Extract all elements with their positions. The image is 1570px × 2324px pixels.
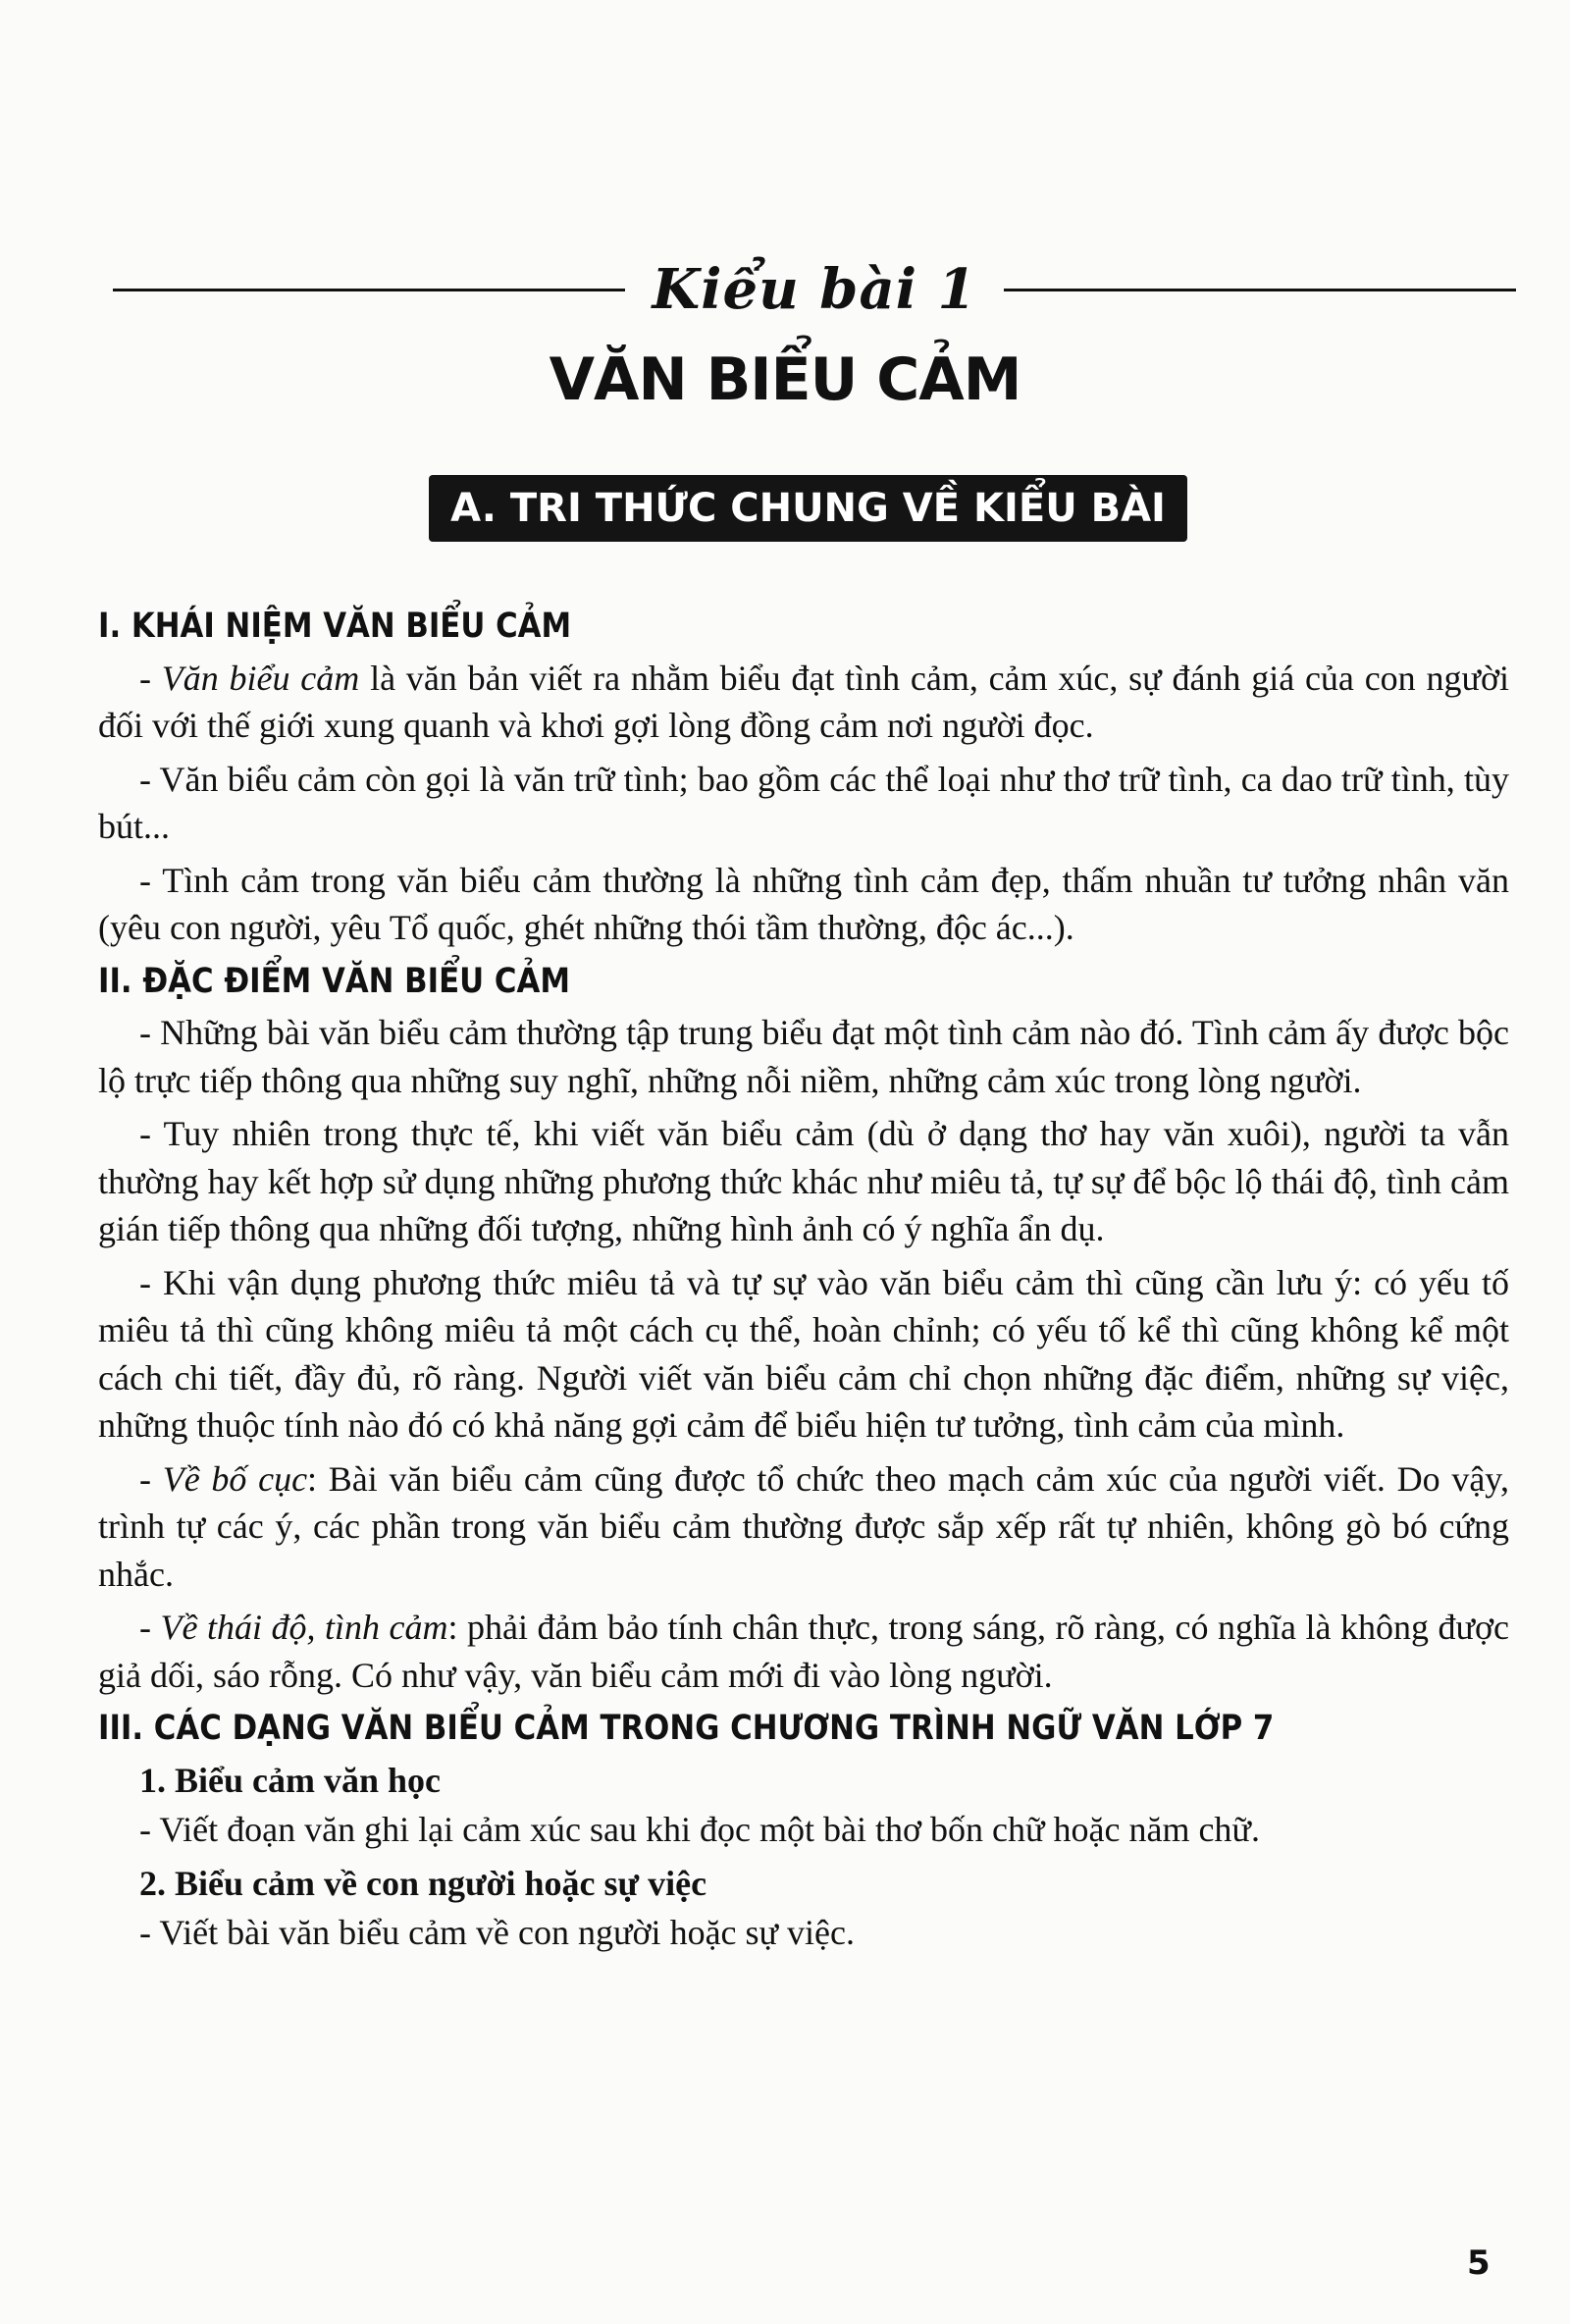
section-heading-types: III. CÁC DẠNG VĂN BIỂU CẢM TRONG CHƯƠNG TRÌNH NGỮ VĂN LỚP 7 <box>98 1709 1275 1748</box>
section-banner: A. TRI THỨC CHUNG VỀ KIỂU BÀI <box>429 475 1187 542</box>
page-title: VĂN BIỂU CẢM <box>549 345 1021 414</box>
lesson-header <box>113 250 1516 329</box>
paragraph: - Viết bài văn biểu cảm về con người hoặc sự việc. <box>139 1913 855 1952</box>
dash: - <box>139 1458 163 1499</box>
section-heading-concept: I. KHÁI NIỆM VĂN BIỂU CẢM <box>98 607 572 646</box>
paragraph <box>98 1604 1509 1699</box>
header-rule-right <box>1004 289 1516 291</box>
term: Về bố cục <box>162 1458 308 1499</box>
paragraph: - Tuy nhiên trong thực tế, khi viết văn biểu cảm (dù ở dạng thơ hay văn xuôi), người ta vẫn thường hay kết hợp sử dụng những phương thức khác như miêu tả, tự sự để bộc lộ thái độ, tình cảm gián tiếp thông qua những đối tượng, những hình ảnh có ý nghĩa ẩn dụ. <box>98 1114 1509 1248</box>
paragraph: - Khi vận dụng phương thức miêu tả và tự sự vào văn biểu cảm thì cũng cần lưu ý: có yếu tố miêu tả thì cũng không miêu tả một cách cụ thể, hoàn chỉnh; có yếu tố kể thì cũng không kể một cách chi tiết, đầy đủ, rõ ràng. Người viết văn biểu cảm chỉ chọn những đặc điểm, những sự việc, những thuộc tính nào đó có khả năng gợi cảm để biểu hiện tư tưởng, tình cảm của mình. <box>98 1262 1509 1445</box>
paragraph-text: : phải đảm bảo tính chân thực, trong sáng, rõ ràng, có nghĩa là không được giả dối, sáo rỗng. Có như vậy, văn biểu cảm mới đi vào lòng người. <box>98 1608 1510 1695</box>
dash: - <box>139 658 162 698</box>
lesson-label: Kiểu bài 1 <box>652 257 977 322</box>
paragraph <box>98 1455 1509 1599</box>
paragraph <box>98 655 1509 750</box>
term: Về thái độ, tình cảm <box>160 1608 448 1647</box>
header-rule-left <box>113 289 625 291</box>
page-number: 5 <box>1467 2244 1491 2283</box>
subsection-literary <box>98 1757 1509 1854</box>
subsection-title: 1. Biểu cảm văn học <box>139 1760 442 1800</box>
body-content <box>98 601 1509 1963</box>
paragraph-text: là văn bản viết ra nhằm biểu đạt tình cảm, cảm xúc, sự đánh giá của con người đối với thế giới xung quanh và khơi gợi lòng đồng cảm nơi người đọc. <box>98 658 1510 745</box>
paragraph: - Tình cảm trong văn biểu cảm thường là những tình cảm đẹp, thấm nhuần tư tưởng nhân văn (yêu con người, yêu Tổ quốc, ghét những thói tầm thường, độc ác...). <box>98 860 1509 947</box>
dash: - <box>139 1608 161 1647</box>
term: Văn biểu cảm <box>161 658 360 698</box>
paragraph: - Văn biểu cảm còn gọi là văn trữ tình; bao gồm các thể loại như thơ trữ tình, ca dao trữ tình, tùy bút... <box>98 759 1509 846</box>
paragraph-text: : Bài văn biểu cảm cũng được tổ chức theo mạch cảm xúc của người viết. Do vậy, trình tự các ý, các phần trong văn biểu cảm thường được sắp xếp rất tự nhiên, không gò bó cứng nhắc. <box>98 1458 1509 1594</box>
paragraph: - Những bài văn biểu cảm thường tập trung biểu đạt một tình cảm nào đó. Tình cảm ấy được bộc lộ trực tiếp thông qua những suy nghĩ, những nỗi niềm, những cảm xúc trong lòng người. <box>98 1013 1509 1100</box>
subsection-people-events <box>98 1860 1509 1957</box>
subsection-title: 2. Biểu cảm về con người hoặc sự việc <box>139 1863 707 1903</box>
paragraph: - Viết đoạn văn ghi lại cảm xúc sau khi đọc một bài thơ bốn chữ hoặc năm chữ. <box>139 1810 1260 1849</box>
section-heading-features: II. ĐẶC ĐIỂM VĂN BIỂU CẢM <box>98 961 570 1001</box>
